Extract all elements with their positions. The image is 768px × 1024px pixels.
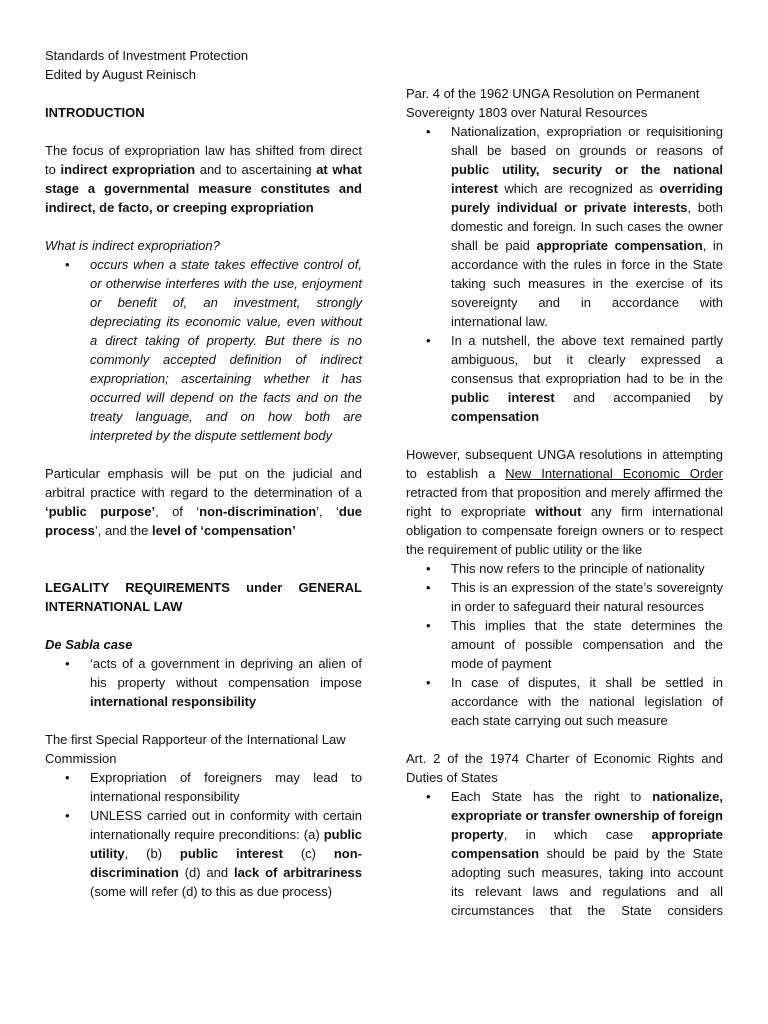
par4-heading: Par. 4 of the 1962 UNGA Resolution on Permanent Sovereignty 1803 over Natural Resources xyxy=(406,86,700,120)
bullet-text: Expropriation of foreigners may lead to international responsibility xyxy=(90,770,362,804)
list-item xyxy=(45,654,362,711)
bullet-icon: • xyxy=(426,675,431,690)
book-editor: Edited by August Reinisch xyxy=(45,67,197,82)
introduction-heading: INTRODUCTION xyxy=(45,105,145,120)
art2-heading: Art. 2 of the 1974 Charter of Economic Rights and Duties of States xyxy=(406,751,723,785)
bullet-text: Each State has the right to nationalize, expropriate or transfer ownership of foreign property, in which case appropriate compensation should be paid by the State adopting such measures, taking into account its relevant laws and regulations and all circumstances that the State considers xyxy=(451,789,723,918)
bullet-icon: • xyxy=(65,257,70,272)
bullet-text: occurs when a state takes effective control of, or otherwise interferes with the use, enjoyment or benefit of, an investment, strongly depreciating its economic value, even without a direct taking of property. But there is no commonly accepted definition of indirect expropriation; ascertaining whether it has occurred will depend on the facts and on the treaty language, and on how both are interpreted by the dispute settlement body xyxy=(90,257,362,443)
bullet-text: This now refers to the principle of nationality xyxy=(451,561,705,576)
bullet-icon: • xyxy=(426,561,431,576)
intro-paragraph: The focus of expropriation law has shifted from direct to indirect expropriation and to ascertaining at what stage a governmental measure constitutes and indirect, de facto, or creeping expropriation xyxy=(45,143,362,215)
emphasis-paragraph: Particular emphasis will be put on the judicial and arbitral practice with regard to the determination of a ‘public purpose’, of ‘non-discrimination’, ‘due process’, and the level of ‘compensation’ xyxy=(45,466,362,538)
bullet-text: Nationalization, expropriation or requisitioning shall be based on grounds or reasons of public utility, security or the national interest which are recognized as overriding purely individual or private interests, both domestic and foreign. In such cases the owner shall be paid appropriate compensation, in accordance with the rules in force in the State taking such measures in the exercise of its sovereignty and in accordance with international law. xyxy=(451,124,724,329)
book-title: Standards of Investment Protection xyxy=(45,48,249,63)
right-column xyxy=(406,84,723,920)
list-item xyxy=(406,578,723,616)
bullet-icon: • xyxy=(65,656,70,671)
list-item xyxy=(406,559,723,578)
list-item xyxy=(45,806,362,901)
rapporteur-bullet-list xyxy=(45,768,362,901)
bullet-icon: • xyxy=(65,770,70,785)
bullet-icon: • xyxy=(426,618,431,633)
left-column xyxy=(45,46,362,901)
list-item xyxy=(406,673,723,730)
bullet-text: In a nutshell, the above text remained partly ambiguous, but it clearly expressed a consensus that expropriation had to be in the public interest and accompanied by compensation xyxy=(451,333,723,424)
list-item xyxy=(406,331,723,426)
however-paragraph: However, subsequent UNGA resolutions in attempting to establish a New International Economic Order retracted from that proposition and merely affirmed the right to expropriate without any firm international obligation to compensate foreign owners or to respect the requirement of public utility or the like xyxy=(406,447,724,557)
bullet-icon: • xyxy=(426,333,431,348)
bullet-text: This implies that the state determines the amount of possible compensation and the mode of payment xyxy=(451,618,723,671)
question-bullet-list xyxy=(45,255,362,445)
bullet-icon: • xyxy=(65,808,70,823)
art2-bullet-list xyxy=(406,787,723,920)
list-item xyxy=(406,122,723,331)
bullet-text: In case of disputes, it shall be settled in accordance with the national legislation of each state carrying out such measure xyxy=(451,675,723,728)
bullet-text: This is an expression of the state’s sovereignty in order to safeguard their natural resources xyxy=(451,580,723,614)
par4-bullet-list xyxy=(406,122,723,426)
bullet-icon: • xyxy=(426,789,431,804)
bullet-text: UNLESS carried out in conformity with certain internationally require preconditions: (a) public utility, (b) public interest (c) non-discrimination (d) and lack of arbitrariness (some will refer (d) to this as due process) xyxy=(90,808,362,899)
list-item xyxy=(406,616,723,673)
legality-heading: LEGALITY REQUIREMENTS under GENERAL INTERNATIONAL LAW xyxy=(45,580,362,614)
rapporteur-paragraph: The first Special Rapporteur of the International Law Commission xyxy=(45,732,346,766)
list-item xyxy=(406,787,723,920)
list-item xyxy=(45,255,362,445)
de-sabla-bullet-list xyxy=(45,654,362,711)
bullet-icon: • xyxy=(426,124,431,139)
bullet-text: ‘acts of a government in depriving an alien of his property without compensation impose international responsibility xyxy=(90,656,362,709)
bullet-icon: • xyxy=(426,580,431,595)
de-sabla-heading: De Sabla case xyxy=(45,637,133,652)
list-item xyxy=(45,768,362,806)
indirect-expropriation-question: What is indirect expropriation? xyxy=(45,238,220,253)
however-bullet-list xyxy=(406,559,723,730)
